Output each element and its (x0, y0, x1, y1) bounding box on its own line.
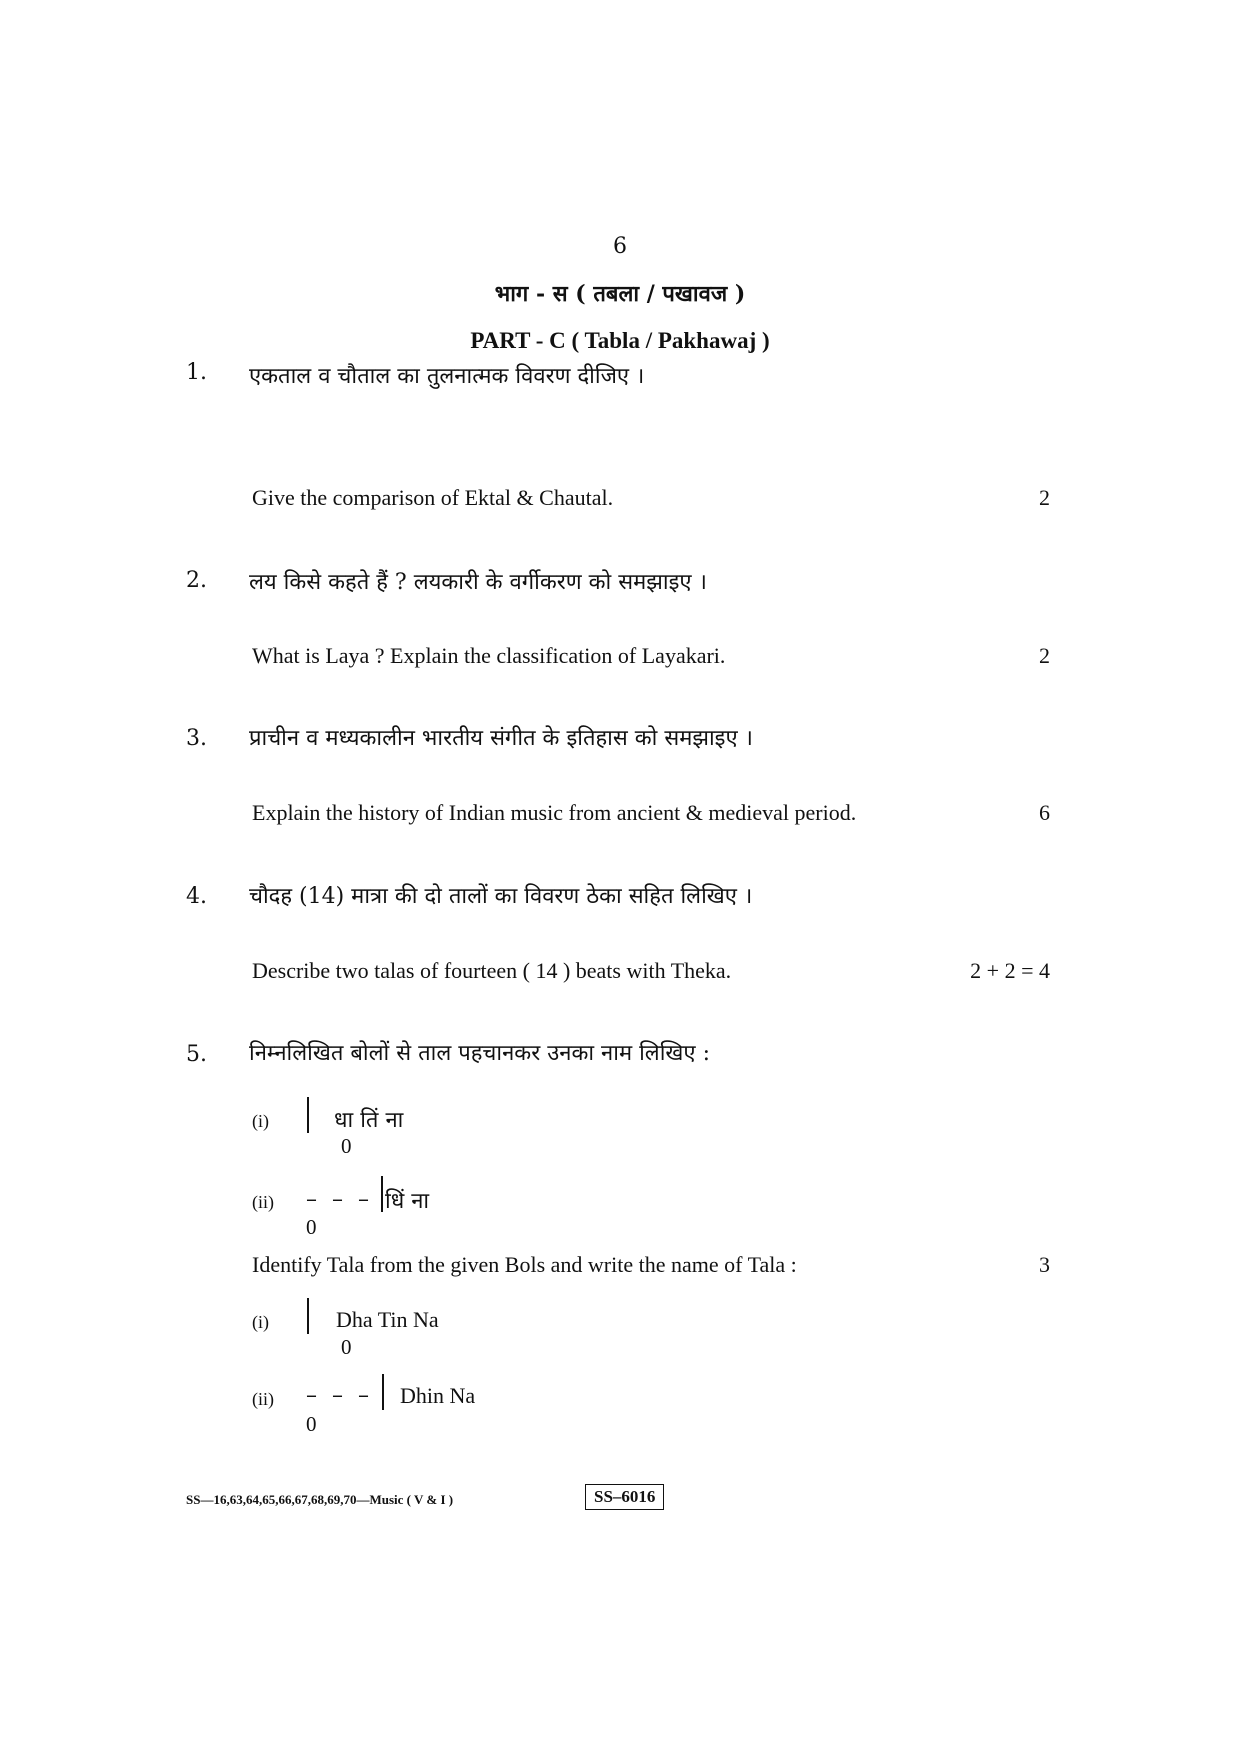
question-number: 2. (186, 568, 207, 593)
tala-bols: Dhin Na (400, 1383, 476, 1408)
question-marks: 2 (1039, 485, 1050, 510)
question-marks: 2 (1039, 643, 1050, 668)
footer-reference: SS—16,63,64,65,66,67,68,69,70—Music ( V & I ) (186, 1492, 454, 1507)
page-number: 6 (613, 234, 627, 259)
item-label: (i) (252, 1312, 269, 1332)
question-text-english: Identify Tala from the given Bols and write the name of Tala : (252, 1252, 797, 1277)
question-number: 3. (186, 726, 207, 751)
question-number: 4. (186, 884, 207, 909)
section-heading-hindi: भाग - स ( तबला / पखावज ) (494, 281, 746, 307)
vibhag-divider (381, 1176, 383, 1212)
vibhag-divider (307, 1097, 309, 1133)
question-text-english: Give the comparison of Ektal & Chautal. (252, 485, 614, 510)
question-text-english: What is Laya ? Explain the classification of Layakari. (252, 643, 726, 668)
question-marks: 2 + 2 = 4 (970, 958, 1050, 983)
tala-bols: Dha Tin Na (336, 1307, 439, 1332)
khali-mark: 0 (306, 1412, 317, 1436)
question-text-hindi: चौदह (14) मात्रा की दो तालों का विवरण ठेका सहित लिखिए । (249, 884, 753, 909)
question-number: 1. (186, 360, 207, 385)
question-text-hindi: प्राचीन व मध्यकालीन भारतीय संगीत के इतिहास को समझाइए । (249, 726, 753, 751)
tala-bols: धिं ना (385, 1189, 430, 1214)
section-heading-english: PART - C ( Tabla / Pakhawaj ) (470, 328, 770, 353)
question-marks: 6 (1039, 800, 1050, 825)
empty-beats: – – – (306, 1383, 373, 1408)
khali-mark: 0 (341, 1335, 352, 1359)
paper-code-box: SS–6016 (585, 1484, 664, 1510)
vibhag-divider (307, 1298, 309, 1334)
question-text-hindi: लय किसे कहते हैं ? लयकारी के वर्गीकरण को समझाइए । (249, 570, 707, 595)
question-text-hindi: एकताल व चौताल का तुलनात्मक विवरण दीजिए । (249, 364, 645, 389)
item-label: (ii) (252, 1192, 274, 1212)
tala-bols: धा तिं ना (334, 1108, 404, 1133)
khali-mark: 0 (306, 1215, 317, 1239)
khali-mark: 0 (341, 1134, 352, 1158)
vibhag-divider (382, 1374, 384, 1410)
question-text-hindi: निम्नलिखित बोलों से ताल पहचानकर उनका नाम लिखिए : (249, 1041, 710, 1066)
question-marks: 3 (1039, 1252, 1050, 1277)
question-number: 5. (186, 1042, 207, 1067)
item-label: (i) (252, 1111, 269, 1131)
question-text-english: Describe two talas of fourteen ( 14 ) beats with Theka. (252, 958, 732, 983)
item-label: (ii) (252, 1389, 274, 1409)
empty-beats: – – – (306, 1187, 373, 1212)
question-text-english: Explain the history of Indian music from ancient & medieval period. (252, 800, 857, 825)
